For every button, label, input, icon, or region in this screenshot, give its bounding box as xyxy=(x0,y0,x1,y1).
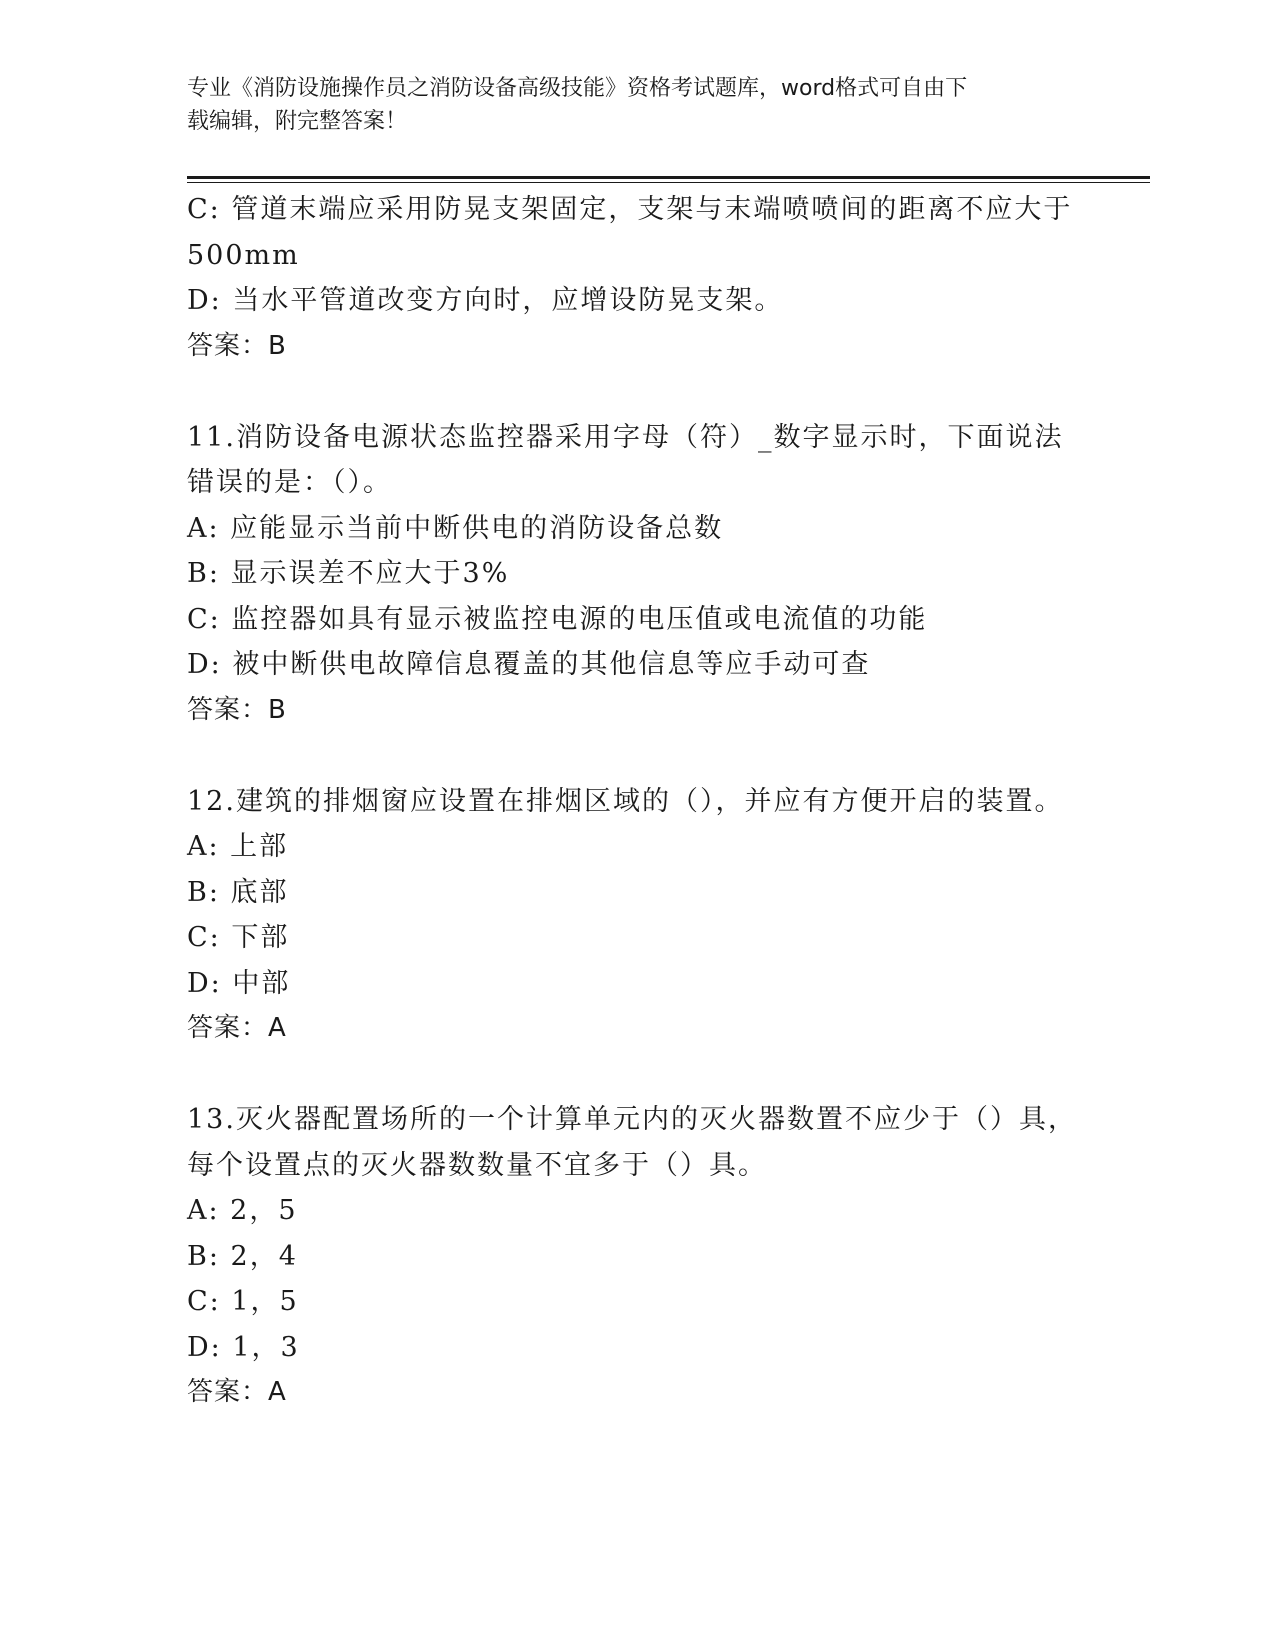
spacer xyxy=(187,369,1087,415)
question-text: 12.建筑的排烟窗应设置在排烟区域的（），并应有方便开启的装置。 xyxy=(187,785,1064,817)
header-divider-thin xyxy=(187,182,1150,183)
option-b: B: 底部 xyxy=(187,876,289,908)
option-c-continued: 500mm xyxy=(187,239,300,271)
option-c: C: 监控器如具有显示被监控电源的电压值或电流值的功能 xyxy=(187,603,928,635)
question-text-continued: 每个设置点的灭火器数数量不宜多于（）具。 xyxy=(187,1149,767,1181)
option-d: D: 中部 xyxy=(187,967,291,999)
answer: 答案：B xyxy=(187,330,287,361)
option-c: C: 下部 xyxy=(187,922,290,953)
question-text-continued: 错误的是：（）。 xyxy=(187,467,392,498)
option-b: B: 2，4 xyxy=(187,1240,298,1272)
option-a: A: 应能显示当前中断供电的消防设备总数 xyxy=(187,512,724,544)
answer: 答案：A xyxy=(187,1013,287,1043)
document-header xyxy=(187,72,1067,138)
question-text: 11.消防设备电源状态监控器采用字母（符）_数字显示时，下面说法 xyxy=(187,421,1064,453)
question-text: 13.灭火器配置场所的一个计算单元内的灭火器数置不应少于（）具， xyxy=(187,1104,1077,1135)
option-a: A: 2，5 xyxy=(187,1195,298,1226)
option-d: D: 被中断供电故障信息覆盖的其他信息等应手动可查 xyxy=(187,649,871,680)
answer: 答案：A xyxy=(187,1377,287,1407)
option-b: B: 显示误差不应大于3% xyxy=(187,558,510,589)
header-line-1: 专业《消防设施操作员之消防设备高级技能》资格考试题库，word格式可自由下 xyxy=(187,76,968,101)
header-line-2: 载编辑，附完整答案！ xyxy=(187,109,408,134)
question-13 xyxy=(187,1097,1087,1416)
option-d: D: 1，3 xyxy=(187,1331,300,1363)
question-11 xyxy=(187,415,1087,734)
option-c: C: 1，5 xyxy=(187,1286,299,1317)
question-10-continued xyxy=(187,187,1087,369)
header-divider-thick xyxy=(187,176,1150,179)
question-list xyxy=(187,187,1087,1416)
question-12 xyxy=(187,779,1087,1052)
spacer xyxy=(187,733,1087,779)
answer: 答案：B xyxy=(187,694,287,725)
option-d: D: 当水平管道改变方向时，应增设防晃支架。 xyxy=(187,285,784,316)
spacer xyxy=(187,1052,1087,1098)
option-a: A: 上部 xyxy=(187,831,289,862)
option-c: C: 管道末端应采用防晃支架固定，支架与末端喷喷间的距离不应大于 xyxy=(187,194,1073,225)
